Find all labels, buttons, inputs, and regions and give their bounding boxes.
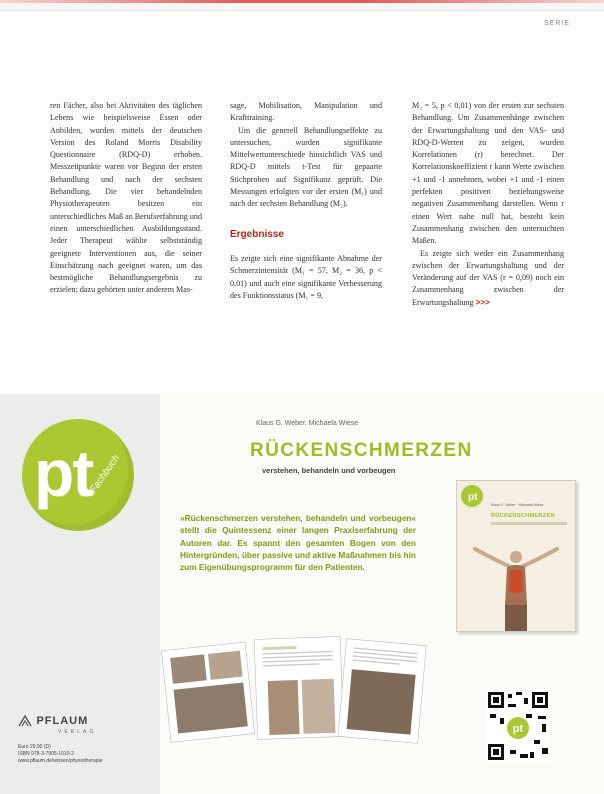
book-cover-logo bbox=[461, 485, 483, 507]
publisher-sub: VERLAG bbox=[58, 729, 97, 735]
column-3-paragraph-2 bbox=[412, 248, 564, 309]
text-column-2 bbox=[230, 100, 382, 302]
publication-info bbox=[18, 744, 103, 765]
book-page-previews bbox=[160, 632, 430, 752]
section-label: SERIE bbox=[543, 20, 570, 27]
pt-fachbuch-logo bbox=[22, 419, 134, 531]
book-blurb: »Rückenschmerzen verstehen, behandeln und vorbeugen« stellt die Quintessenz einer langen Praxiserfahrung der Autoren dar. Es spannt den gesamten Bogen von den Hintergründen, über passive und aktive Maßnahmen bis hin zum Eigenübungsprogramm für den Patienten. bbox=[180, 513, 416, 573]
book-title: RÜCKENSCHMERZEN bbox=[250, 440, 473, 461]
continue-arrows: >>> bbox=[475, 297, 490, 307]
publisher-url[interactable]: www.pflaum.de/wissen/physiotherapie bbox=[18, 758, 103, 764]
book-cover-figure bbox=[457, 527, 575, 631]
svg-text:pt: pt bbox=[512, 723, 524, 735]
publisher-mark-icon bbox=[18, 715, 32, 727]
column-3-paragraph-1: M₂ = 5, p < 0,01) von der ersten zur sechsten Behandlung. Um Zusammenhänge zwischen der Erwartungshaltung und den VAS- und RDQ-D-Werten zu zeigen, wurden Korrelationen (r) berechnet. Der Korrelationskoeffizient r kann Werte zwischen +1 und -1 annehmen, wobei +1 und -1 einen perfekten positiven beziehungsweise negativen Zusammenhang darstellen. Wenn r einen Wert nahe null hat, besteht kein Zusammenhang zwischen den untersuchten Maßen. bbox=[412, 101, 564, 246]
book-cover-authors: Klaus G. Weber · Michaela Wiese bbox=[491, 503, 544, 507]
column-2-paragraph-1: sage, Mobilisation, Manipulation und Krafttraining. bbox=[230, 101, 382, 123]
book-subtitle: verstehen, behandeln und vorbeugen bbox=[262, 466, 396, 475]
results-heading: Ergebnisse bbox=[230, 228, 284, 240]
ad-left-panel bbox=[0, 394, 160, 794]
text-column-1 bbox=[50, 100, 202, 297]
column-2-paragraph-2: Um die generell Behandlungseffekte zu untersuchen, wurden signifikante Mittelwertunterschiede hinsichtlich VAS und RDQ-D mittels t-Test für gepaarte Stichproben auf Signifikanz geprüft. Die Messungen erfolgten vor der ersten (M₁) und nach der sechsten Behandlung (M₂). bbox=[230, 125, 382, 209]
price: Euro 29,90 (D) bbox=[18, 744, 51, 750]
book-authors: Klaus G. Weber, Michaela Wiese bbox=[256, 420, 359, 427]
top-margin-bar bbox=[0, 0, 604, 11]
text-column-3 bbox=[412, 100, 564, 309]
book-cover-logo-text: pt bbox=[468, 492, 478, 503]
publisher-logo bbox=[18, 712, 158, 735]
publisher-name: PFLAUM bbox=[36, 714, 89, 727]
logo-pt-text: pt bbox=[34, 436, 93, 510]
logo-sub-text: Fachbuch bbox=[88, 453, 123, 496]
isbn: ISBN 978-3-7905-1010-2 bbox=[18, 751, 74, 757]
column-2-paragraph-3: Es zeigte sich eine signifikante Abnahme der Schmerzintensität (M₁ = 57, M₂ = 36, p < 0,01) und auch eine signifikante Verbesserung des Funktionsstatus (M₁ = 9, bbox=[230, 253, 382, 300]
book-cover-band bbox=[491, 522, 567, 525]
top-accent-line bbox=[0, 0, 604, 3]
qr-code[interactable] bbox=[486, 690, 550, 762]
book-cover-image bbox=[456, 480, 576, 632]
book-cover-title: RÜCKENSCHMERZEN bbox=[491, 513, 555, 519]
column-3-paragraph-2-text: Es zeigte sich weder ein Zusammenhang zwischen der Erwartungshaltung und der Veränderung auf der VAS (r = 0,09) noch ein Zusammenhang zwischen der Erwartungshaltung bbox=[412, 248, 564, 307]
column-1-text: ren Fächer, also bei Aktivitäten des täglichen Lebens wie beispielsweise Essen oder Anbilden, wurden mittels der deutschen Version des Roland Morris Disability Questionnaire (RDQ-D) erhoben. Messzeitpunkte waren vor Beginn der ersten Behandlung und nach der sechsten Behandlung. Die vier behandelnden Physiotherapeuten besitzen ein unterschiedliches Maß an Berufserfahrung und einen unterschiedlichen Ausbildungsstand. Jeder Therapeut wählte selbstständig geeignete Interventionen aus, die seiner Einschätzung nach geeignet waren, um das bestmögliche Behandlungsergebnis zu erzielen; dazu gehörten unter anderem Mas- bbox=[50, 101, 202, 295]
